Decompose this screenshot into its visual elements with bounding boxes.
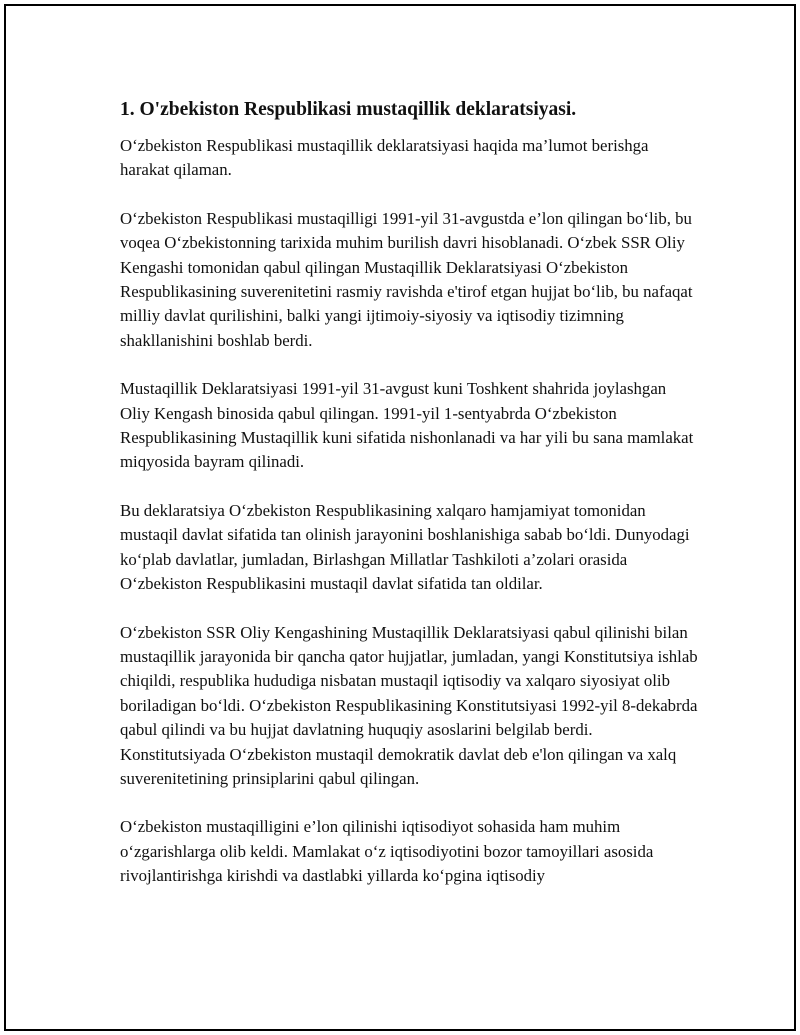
- document-page: [4, 4, 796, 1031]
- document-title: 1. O'zbekiston Respublikasi mustaqillik deklaratsiyasi.: [120, 99, 577, 120]
- paragraph-independence-date: O‘zbekiston Respublikasi mustaqilligi 1991-yil 31-avgustda e’lon qilingan bo‘lib, bu voqea O‘zbekistonning tarixida muhim burilish davri hisoblanadi. O‘zbek SSR Oliy Kengashi tomonidan qabul qilingan Mustaqillik Deklaratsiyasi O‘zbekiston Respublikasining suverenitetini rasmiy ravishda e'tirof etgan hujjat bo‘lib, bu nafaqat milliy davlat qurilishini, balki yangi ijtimoiy-siyosiy va iqtisodiy tizimning shakllanishini boshlab berdi.: [120, 208, 693, 350]
- paragraph-intro: O‘zbekiston Respublikasi mustaqillik deklaratsiyasi haqida ma’lumot berishga harakat qilaman.: [120, 136, 649, 180]
- paragraph-economy: O‘zbekiston mustaqilligini e’lon qilinishi iqtisodiyot sohasida ham muhim o‘zgarishlarga olib keldi. Mamlakat o‘z iqtisodiyotini bozor tamoyillari asosida rivojlantirishga kirishdi va dastlabki yillarda ko‘pgina iqtisodiy: [120, 817, 654, 886]
- paragraph-adoption: Mustaqillik Deklaratsiyasi 1991-yil 31-avgust kuni Toshkent shahrida joylashgan Oliy Kengash binosida qabul qilingan. 1991-yil 1-sentyabrda O‘zbekiston Respublikasining Mustaqillik kuni sifatida nishonlanadi va har yili bu sana mamlakat miqyosida bayram qilinadi.: [120, 379, 694, 472]
- paragraph-recognition: Bu deklaratsiya O‘zbekiston Respublikasining xalqaro hamjamiyat tomonidan mustaqil davlat sifatida tan olinish jarayonini boshlanishiga sabab bo‘ldi. Dunyodagi ko‘plab davlatlar, jumladan, Birlashgan Millatlar Tashkiloti a’zolari orasida O‘zbekiston Respublikasini mustaqil davlat sifatida tan oldilar.: [120, 500, 690, 594]
- document-body: [120, 96, 700, 913]
- paragraph-constitution: O‘zbekiston SSR Oliy Kengashining Mustaqillik Deklaratsiyasi qabul qilinishi bilan mustaqillik jarayonida bir qancha qator hujjatlar, jumladan, yangi Konstitutsiya ishlab chiqildi, respublika hududiga nisbatan mustaqil iqtisodiy va xalqaro siyosiyat olib boriladigan bo‘ldi. O‘zbekiston Respublikasining Konstitutsiyasi 1992-yil 8-dekabrda qabul qilindi va bu hujjat davlatning huquqiy asoslarini belgilab berdi. Konstitutsiyada O‘zbekiston mustaqil demokratik davlat deb e'lon qilingan va xalq suverenitetining prinsiplarini qabul qilingan.: [120, 622, 698, 788]
